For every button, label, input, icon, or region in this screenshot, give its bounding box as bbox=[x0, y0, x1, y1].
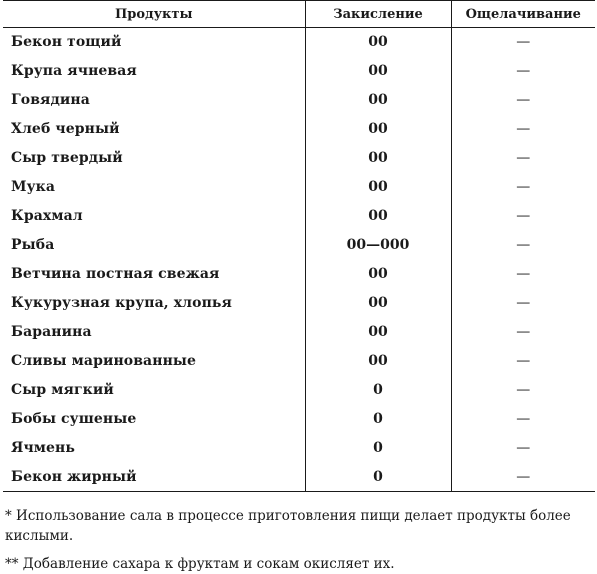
alkalization-cell: — bbox=[451, 463, 595, 492]
table-row bbox=[3, 376, 595, 405]
acidification-cell: 00 bbox=[305, 57, 451, 86]
acidification-cell: 0 bbox=[305, 405, 451, 434]
table-row bbox=[3, 405, 595, 434]
header-alkalization: Ощелачивание bbox=[451, 1, 595, 28]
product-cell: Крахмал bbox=[11, 208, 83, 224]
acidification-cell: 00 bbox=[305, 260, 451, 289]
alkalization-cell: — bbox=[451, 260, 595, 289]
product-cell: Сливы маринованные bbox=[11, 353, 197, 369]
alkalization-cell: — bbox=[451, 434, 595, 463]
footnote-fat: * Использование сала в процессе приготовления пищи делает продукты более кислыми. bbox=[5, 508, 571, 544]
product-cell: Кукурузная крупа, хлопья bbox=[11, 295, 232, 311]
acid-alkali-table bbox=[3, 0, 595, 492]
acidification-cell: 00 bbox=[305, 173, 451, 202]
acidification-cell: 0 bbox=[305, 463, 451, 492]
alkalization-cell: — bbox=[451, 28, 595, 57]
alkalization-cell: — bbox=[451, 57, 595, 86]
acidification-cell: 00—000 bbox=[305, 231, 451, 260]
product-cell: Хлеб черный bbox=[11, 121, 120, 137]
alkalization-cell: — bbox=[451, 405, 595, 434]
table-row bbox=[3, 463, 595, 492]
acidification-cell: 00 bbox=[305, 347, 451, 376]
alkalization-cell: — bbox=[451, 202, 595, 231]
product-cell: Сыр твердый bbox=[11, 150, 123, 166]
table-row bbox=[3, 347, 595, 376]
alkalization-cell: — bbox=[451, 144, 595, 173]
product-cell: Ячмень bbox=[11, 440, 76, 456]
table-row bbox=[3, 28, 595, 57]
alkalization-cell: — bbox=[451, 231, 595, 260]
table-row bbox=[3, 173, 595, 202]
acidification-cell: 00 bbox=[305, 289, 451, 318]
table-row bbox=[3, 202, 595, 231]
acidification-cell: 00 bbox=[305, 144, 451, 173]
product-cell: Крупа ячневая bbox=[11, 63, 137, 79]
product-cell: Мука bbox=[11, 179, 56, 195]
acidification-cell: 00 bbox=[305, 202, 451, 231]
header-product: Продукты bbox=[3, 1, 305, 28]
alkalization-cell: — bbox=[451, 173, 595, 202]
product-cell: Бекон жирный bbox=[3, 463, 305, 492]
acidification-cell: 00 bbox=[305, 28, 451, 57]
alkalization-cell: — bbox=[451, 115, 595, 144]
table-row bbox=[3, 231, 595, 260]
table-row bbox=[3, 57, 595, 86]
table-row bbox=[3, 318, 595, 347]
table-row bbox=[3, 260, 595, 289]
acidification-cell: 0 bbox=[305, 434, 451, 463]
product-cell: Говядина bbox=[11, 92, 90, 108]
table-row bbox=[3, 115, 595, 144]
table-row bbox=[3, 434, 595, 463]
alkalization-cell: — bbox=[451, 86, 595, 115]
product-cell: Рыба bbox=[11, 237, 55, 253]
product-cell: Бекон тощий bbox=[11, 34, 122, 51]
alkalization-cell: — bbox=[451, 289, 595, 318]
table-row bbox=[3, 144, 595, 173]
table-body bbox=[3, 28, 595, 492]
product-cell: Баранина bbox=[11, 324, 92, 340]
acidification-cell: 00 bbox=[305, 86, 451, 115]
table-header-row bbox=[3, 1, 595, 28]
alkalization-cell: — bbox=[451, 347, 595, 376]
table-row bbox=[3, 289, 595, 318]
footnote-sugar: ** Добавление сахара к фруктам и сокам окисляет их. bbox=[5, 556, 395, 572]
acidification-cell: 00 bbox=[305, 318, 451, 347]
alkalization-cell: — bbox=[451, 376, 595, 405]
product-cell: Сыр мягкий bbox=[11, 382, 114, 398]
acidification-cell: 0 bbox=[305, 376, 451, 405]
alkalization-cell: — bbox=[451, 318, 595, 347]
product-cell: Бобы сушеные bbox=[11, 411, 137, 427]
table-row bbox=[3, 86, 595, 115]
header-acidification: Закисление bbox=[305, 1, 451, 28]
acidification-cell: 00 bbox=[305, 115, 451, 144]
product-cell: Ветчина постная свежая bbox=[11, 266, 220, 282]
